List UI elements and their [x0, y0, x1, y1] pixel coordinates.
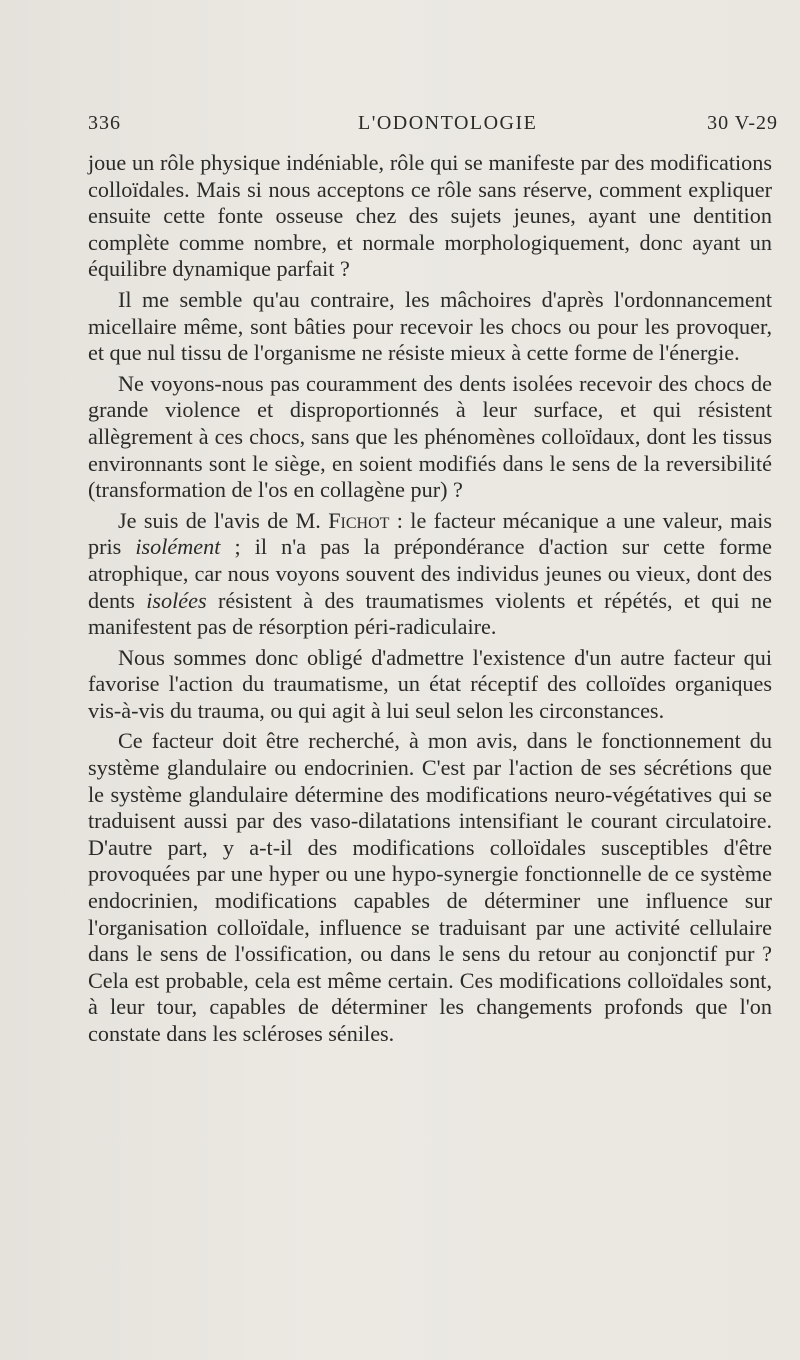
text-run: : le facteur mécanique a une valeur, mais pris [88, 507, 773, 560]
paragraph [88, 508, 772, 641]
paragraph: Il me semble qu'au contraire, les mâchoires d'après l'ordonnancement micellaire même, sont bâties pour recevoir les chocs ou pour les provoquer, et que nul tissu de l'organisme ne résiste mieux à cette forme de l'énergie. [88, 286, 772, 366]
emphasis: isolées [146, 587, 207, 613]
journal-title: L'ODONTOLOGIE [358, 112, 538, 134]
paragraph-continued: joue un rôle physique indéniable, rôle qui se manifeste par des modifications colloïdales. Mais si nous acceptons ce rôle sans réserve, comment expliquer ensuite cette fonte osseuse chez des sujets jeunes, ayant une dentition complète comme nombre, et normale morphologiquement, donc ayant un équilibre dynamique parfait ? [88, 150, 772, 282]
author-name: Fichot [328, 507, 390, 533]
text-run: résistent à des traumatismes violents et répétés, et qui ne manifestent pas de résorption péri-radiculaire. [88, 587, 772, 640]
running-header [88, 112, 778, 142]
article-body [88, 150, 772, 1052]
paragraph: Ne voyons-nous pas couramment des dents isolées recevoir des chocs de grande violence et disproportionnés à leur surface, et qui résistent allègrement à ces chocs, sans que les phénomènes colloïdaux, dont les tissus environnants sont le siège, en soient modifiés dans le sens de la reversibilité (transformation de l'os en collagène pur) ? [88, 370, 772, 503]
paragraph: Nous sommes donc obligé d'admettre l'existence d'un autre facteur qui favorise l'action du traumatisme, un état réceptif des colloïdes organiques vis-à-vis du trauma, ou qui agit à lui seul selon les circonstances. [88, 644, 772, 723]
text-run: Je suis de l'avis de M. [118, 507, 329, 533]
text-run: ; il n'a pas la prépondérance d'action sur cette forme atrophique, car nous voyons souvent des individus jeunes ou vieux, dont des dents [88, 534, 773, 613]
page-number: 336 [88, 112, 121, 134]
header-date: 30 V-29 [707, 112, 778, 134]
emphasis: isolément [135, 534, 221, 560]
paragraph: Ce facteur doit être recherché, à mon avis, dans le fonctionnement du système glandulaire ou endocrinien. C'est par l'action de ses sécrétions que le système glandulaire détermine des modifications neuro-végétatives qui se traduisent aussi par des vaso-dilatations intensifiant le courant circulatoire. D'autre part, y a-t-il des modifications colloïdales susceptibles d'être provoquées par une hyper ou une hypo-synergie fonctionnelle de ce système endocrinien, modifications capables de déterminer une influence sur l'organisation colloïdale, influence se traduisant par une activité cellulaire dans le sens de l'ossification, ou dans le sens du retour au conjonctif pur ? Cela est probable, cela est même certain. Ces modifications colloïdales sont, à leur tour, capables de déterminer les changements profonds que l'on constate dans les scléroses séniles. [88, 728, 772, 1046]
